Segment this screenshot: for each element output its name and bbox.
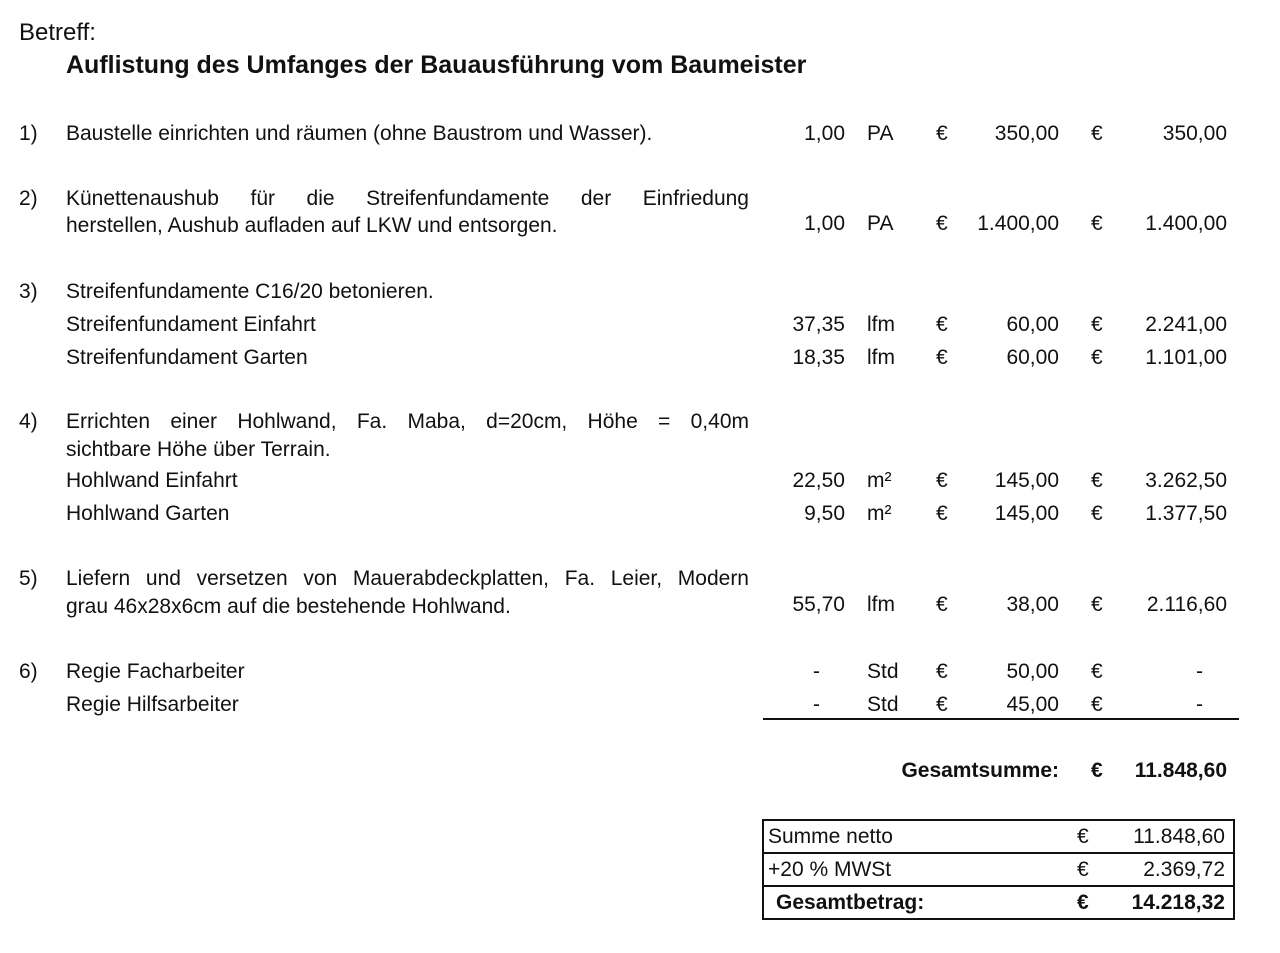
sub-item-description: Hohlwand Einfahrt [66,469,238,492]
summary-value: 14.218,32 [1131,890,1225,914]
sub-item-description: Regie Hilfsarbeiter [66,693,239,716]
currency-symbol: € [1091,469,1103,492]
summary-row-total [763,886,1234,919]
position-description-line2: herstellen, Aushub aufladen auf LKW und entsorgen. [66,214,558,237]
line-total: 3.262,50 [1145,469,1227,492]
sum-divider [763,718,1239,720]
currency-symbol: € [1091,122,1103,145]
quantity: 37,35 [792,313,845,336]
sub-item-description: Hohlwand Garten [66,502,230,525]
unit-price: 1.400,00 [977,212,1059,235]
summary-value: 2.369,72 [1111,853,1234,886]
line-total: 1.400,00 [1145,212,1227,235]
unit: PA [867,212,894,235]
position-description: Streifenfundamente C16/20 betonieren. [66,280,434,303]
quantity: - [813,660,820,683]
document-title: Auflistung des Umfanges der Bauausführung vom Baumeister [66,51,807,79]
currency-symbol: € [936,660,948,683]
unit: m² [867,502,892,525]
unit-price: 38,00 [1006,593,1059,616]
quantity: 22,50 [792,469,845,492]
unit: PA [867,122,894,145]
currency-symbol: € [1091,693,1103,716]
position-number: 6) [19,660,38,683]
currency-symbol: € [936,502,948,525]
currency-symbol: € [936,313,948,336]
unit-price: 50,00 [1006,660,1059,683]
summary-value: 11.848,60 [1111,820,1234,853]
position-number: 4) [19,410,38,433]
quantity: 1,00 [804,212,845,235]
currency-symbol: € [936,593,948,616]
unit: lfm [867,346,895,369]
summary-row-net [763,820,1234,853]
currency-symbol: € [1091,346,1103,369]
position-description-line2: grau 46x28x6cm auf die bestehende Hohlwand. [66,595,511,618]
currency-symbol: € [1091,759,1103,782]
currency-symbol: € [936,693,948,716]
sub-item-description: Regie Facharbeiter [66,660,245,683]
position-description: Baustelle einrichten und räumen (ohne Baustrom und Wasser). [66,122,653,145]
line-total: 1.101,00 [1145,346,1227,369]
unit-price: 145,00 [994,502,1059,525]
position-description: Errichten einer Hohlwand, Fa. Maba, d=20cm, Höhe = 0,40m [66,410,749,433]
subject-label: Betreff: [19,19,96,46]
unit: m² [867,469,892,492]
currency-symbol: € [936,122,948,145]
currency-symbol: € [1091,212,1103,235]
quantity: - [813,693,820,716]
unit-price: 60,00 [1006,313,1059,336]
currency-symbol: € [1091,502,1103,525]
unit-price: 60,00 [1006,346,1059,369]
unit: lfm [867,313,895,336]
position-description: Künettenaushub für die Streifenfundamente der Einfriedung [66,187,749,210]
currency-symbol: € [1091,593,1103,616]
summary-box [762,819,1235,920]
line-total: 2.116,60 [1146,593,1227,616]
line-total: 2.241,00 [1145,313,1227,336]
unit: Std [867,660,899,683]
sub-item-description: Streifenfundament Einfahrt [66,313,316,336]
quantity: 18,35 [792,346,845,369]
line-total: - [1196,660,1203,683]
summary-row-vat [763,853,1234,886]
summary-label: +20 % MWSt [763,853,1073,886]
position-number: 1) [19,122,38,145]
line-total: 350,00 [1162,122,1227,145]
currency-symbol: € [936,469,948,492]
currency-symbol: € [1091,660,1103,683]
unit: Std [867,693,899,716]
currency-symbol: € [1077,890,1089,914]
currency-symbol: € [936,212,948,235]
currency-symbol: € [1091,313,1103,336]
currency-symbol: € [1073,853,1111,886]
grand-sum-value: 11.848,60 [1134,759,1227,782]
line-total: 1.377,50 [1145,502,1227,525]
summary-label: Summe netto [763,820,1073,853]
unit-price: 45,00 [1006,693,1059,716]
line-total: - [1196,693,1203,716]
summary-label: Gesamtbetrag: [776,890,925,914]
unit-price: 145,00 [994,469,1059,492]
currency-symbol: € [936,346,948,369]
quantity: 9,50 [804,502,845,525]
currency-symbol: € [1073,820,1111,853]
unit-price: 350,00 [994,122,1059,145]
position-description: Liefern und versetzen von Mauerabdeckplatten, Fa. Leier, Modern [66,567,749,590]
position-number: 2) [19,187,38,210]
position-number: 5) [19,567,38,590]
position-description-line2: sichtbare Höhe über Terrain. [66,438,331,461]
quantity: 1,00 [804,122,845,145]
grand-sum-label: Gesamtsumme: [901,759,1059,782]
quantity: 55,70 [792,593,845,616]
position-number: 3) [19,280,38,303]
unit: lfm [867,593,895,616]
sub-item-description: Streifenfundament Garten [66,346,308,369]
